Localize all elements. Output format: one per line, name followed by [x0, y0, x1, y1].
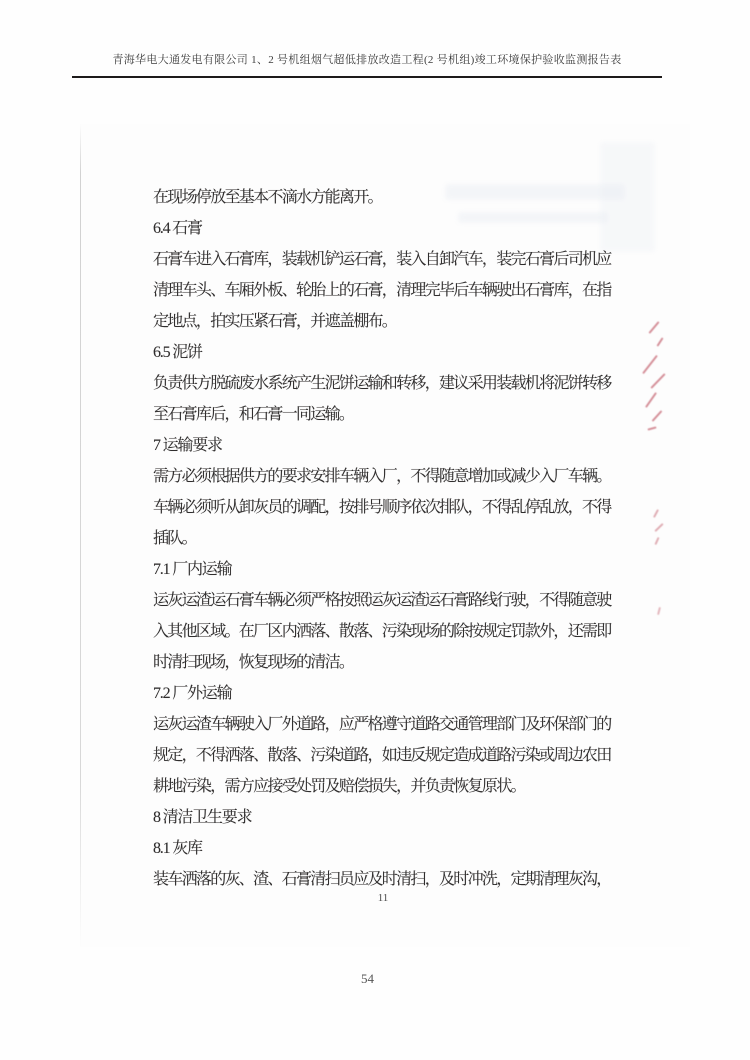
page-number: 54 — [361, 971, 374, 986]
header-rule — [72, 76, 662, 78]
scan-page-left-edge — [80, 124, 81, 947]
scanned-page-number: 11 — [377, 892, 389, 904]
text-line: 插队。 — [153, 530, 196, 547]
document-text-block — [153, 182, 613, 895]
text-line: 至石膏库后，和石膏一同运输。 — [153, 406, 354, 423]
section-heading: 8.1 灰库 — [153, 840, 202, 857]
text-line: 运灰运渣运石膏车辆必须严格按照运灰运渣运石膏路线行驶，不得随意驶 — [153, 592, 611, 609]
text-line: 时清扫现场，恢复现场的清洁。 — [153, 654, 354, 671]
scanned-document-page — [80, 124, 690, 947]
text-line: 石膏车进入石膏库，装载机铲运石膏，装入自卸汽车，装完石膏后司机应 — [153, 251, 611, 268]
section-heading: 7.2 厂外运输 — [153, 685, 232, 702]
text-line: 定地点，拍实压紧石膏，并遮盖棚布。 — [153, 313, 397, 330]
section-heading: 6.5 泥饼 — [153, 344, 202, 361]
section-heading: 8 清洁卫生要求 — [153, 809, 252, 826]
report-header-title: 青海华电大通发电有限公司 1、2 号机组烟气超低排放改造工程(2 号机组)竣工环境保护验收监测报告表 — [112, 54, 622, 66]
text-line: 清理车头、车厢外板、轮胎上的石膏，清理完毕后车辆驶出石膏库，在指 — [153, 282, 611, 299]
text-line: 车辆必须听从卸灰员的调配，按排号顺序依次排队，不得乱停乱放，不得 — [153, 499, 611, 516]
text-line: 在现场停放至基本不滴水方能离开。 — [153, 189, 382, 206]
text-line: 负责供方脱硫废水系统产生泥饼运输和转移，建议采用装载机将泥饼转移 — [153, 375, 611, 392]
text-line: 入其他区域。在厂区内洒落、散落、污染现场的除按规定罚款外，还需即 — [153, 623, 611, 640]
text-line: 规定，不得洒落、散落、污染道路，如违反规定造成道路污染或周边农田 — [153, 747, 611, 764]
text-line: 运灰运渣车辆驶入厂外道路，应严格遵守道路交通管理部门及环保部门的 — [153, 716, 611, 733]
section-heading: 7.1 厂内运输 — [153, 561, 232, 578]
section-heading: 6.4 石膏 — [153, 220, 202, 237]
text-line: 耕地污染，需方应接受处罚及赔偿损失，并负责恢复原状。 — [153, 778, 525, 795]
section-heading: 7 运输要求 — [153, 437, 222, 454]
text-line: 需方必须根据供方的要求安排车辆入厂，不得随意增加或减少入厂车辆。 — [153, 468, 611, 485]
text-line: 装车洒落的灰、渣、石膏清扫员应及时清扫，及时冲洗，定期清理灰沟， — [153, 871, 611, 888]
